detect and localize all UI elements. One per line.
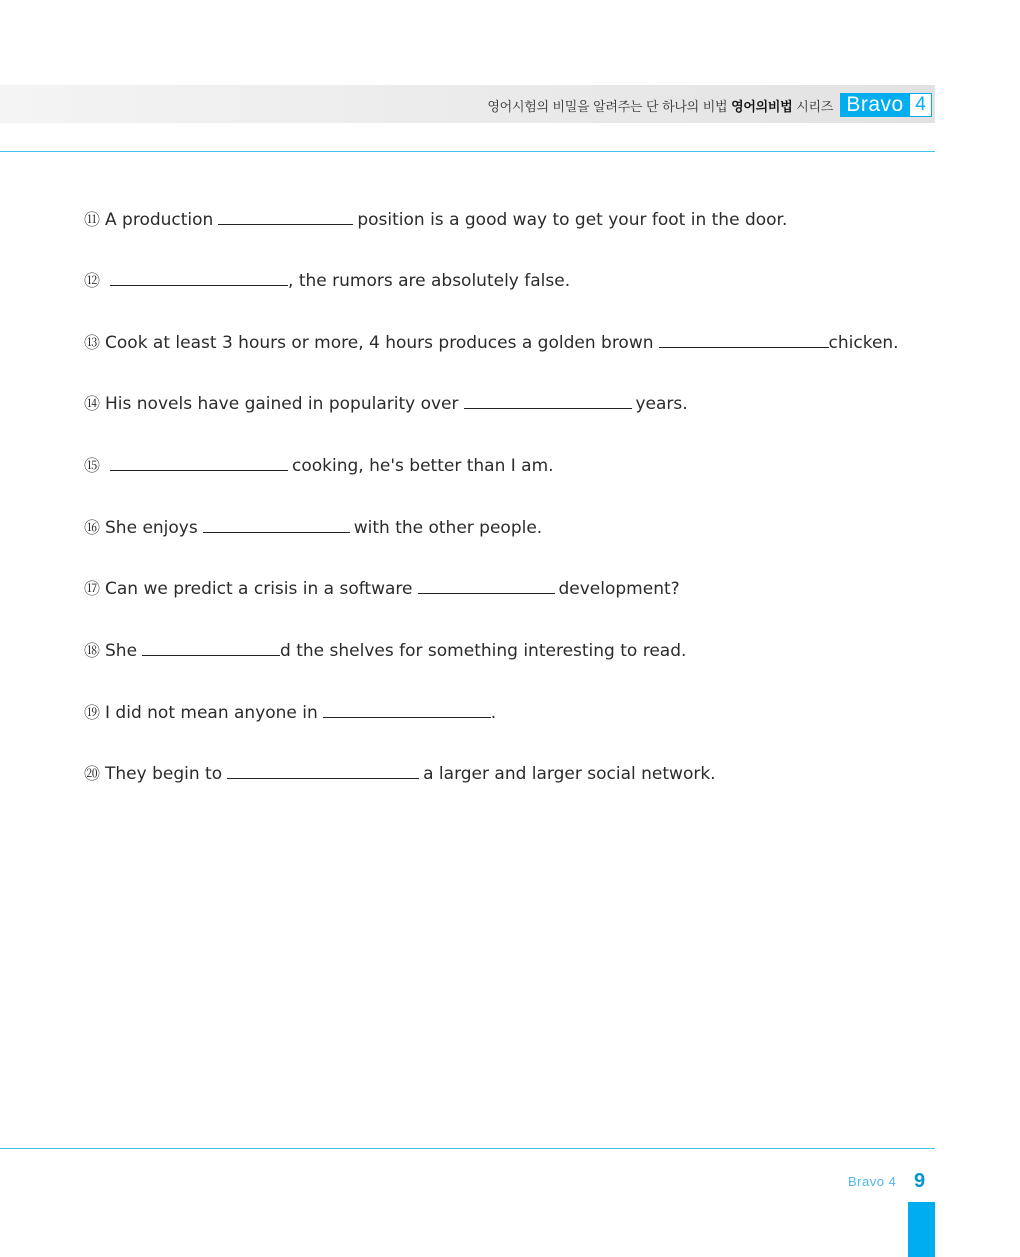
question-text-before: Can we predict a crisis in a software <box>105 579 413 599</box>
answer-blank[interactable] <box>203 515 350 533</box>
question-number: ⑪ <box>84 210 101 229</box>
question-number: ⑬ <box>84 333 101 352</box>
question-number: ⑳ <box>84 764 101 783</box>
question-text-before: I did not mean anyone in <box>105 703 318 723</box>
bottom-divider <box>0 1148 935 1149</box>
question-text-after: d the shelves for something interesting to read. <box>280 641 687 661</box>
question-number: ⑰ <box>84 579 101 598</box>
question-number: ⑭ <box>84 394 101 413</box>
question-text-after: with the other people. <box>353 518 543 538</box>
answer-blank[interactable] <box>418 576 555 594</box>
question-number: ⑫ <box>84 271 101 290</box>
question-text-after: years. <box>635 394 688 414</box>
question-text-after: position is a good way to get your foot in the door. <box>357 210 788 230</box>
question-text-after: development? <box>558 579 680 599</box>
page-side-tab <box>908 1202 935 1257</box>
question-number: ⑱ <box>84 641 101 660</box>
question-text-after: a larger and larger social network. <box>423 764 716 784</box>
question-15 <box>84 453 554 478</box>
question-20 <box>84 761 716 786</box>
question-text-before: Cook at least 3 hours or more, 4 hours produces a golden brown <box>105 333 654 353</box>
answer-blank[interactable] <box>110 453 288 471</box>
answer-blank[interactable] <box>659 330 829 348</box>
question-17 <box>84 576 680 601</box>
question-text-after: , the rumors are absolutely false. <box>288 271 571 291</box>
answer-blank[interactable] <box>218 207 353 225</box>
question-text-before: She <box>105 641 138 661</box>
question-text-before: His novels have gained in popularity over <box>105 394 459 414</box>
series-suffix: 시리즈 <box>796 100 833 115</box>
answer-blank[interactable] <box>110 268 288 286</box>
answer-blank[interactable] <box>142 638 280 656</box>
brand-number: 4 <box>910 93 932 117</box>
question-number: ⑯ <box>84 518 101 537</box>
question-16 <box>84 515 542 540</box>
brand-badge <box>840 93 932 117</box>
answer-blank[interactable] <box>227 761 419 779</box>
question-text-after: chicken. <box>828 333 899 353</box>
question-text-before: They begin to <box>105 764 223 784</box>
question-number: ⑮ <box>84 456 101 475</box>
series-prefix: 영어시험의 비밀을 알려주는 단 하나의 비법 <box>487 100 728 115</box>
question-text-after: . <box>490 703 497 723</box>
top-divider <box>0 151 935 152</box>
question-19 <box>84 700 496 725</box>
question-14 <box>84 391 688 416</box>
series-title <box>487 96 833 115</box>
question-number: ⑲ <box>84 703 101 722</box>
question-text-before: She enjoys <box>105 518 198 538</box>
question-18 <box>84 638 686 663</box>
question-text-after: cooking, he's better than I am. <box>292 456 554 476</box>
brand-name: Bravo <box>840 93 910 117</box>
page-number: 9 <box>914 1170 926 1192</box>
answer-blank[interactable] <box>323 700 491 718</box>
question-11 <box>84 207 787 232</box>
question-13 <box>84 330 899 355</box>
question-text-before: A production <box>105 210 214 230</box>
footer-brand-label: Bravo 4 <box>848 1174 897 1189</box>
question-12 <box>84 268 570 293</box>
series-bold-name: 영어의비법 <box>731 100 793 115</box>
answer-blank[interactable] <box>464 391 632 409</box>
